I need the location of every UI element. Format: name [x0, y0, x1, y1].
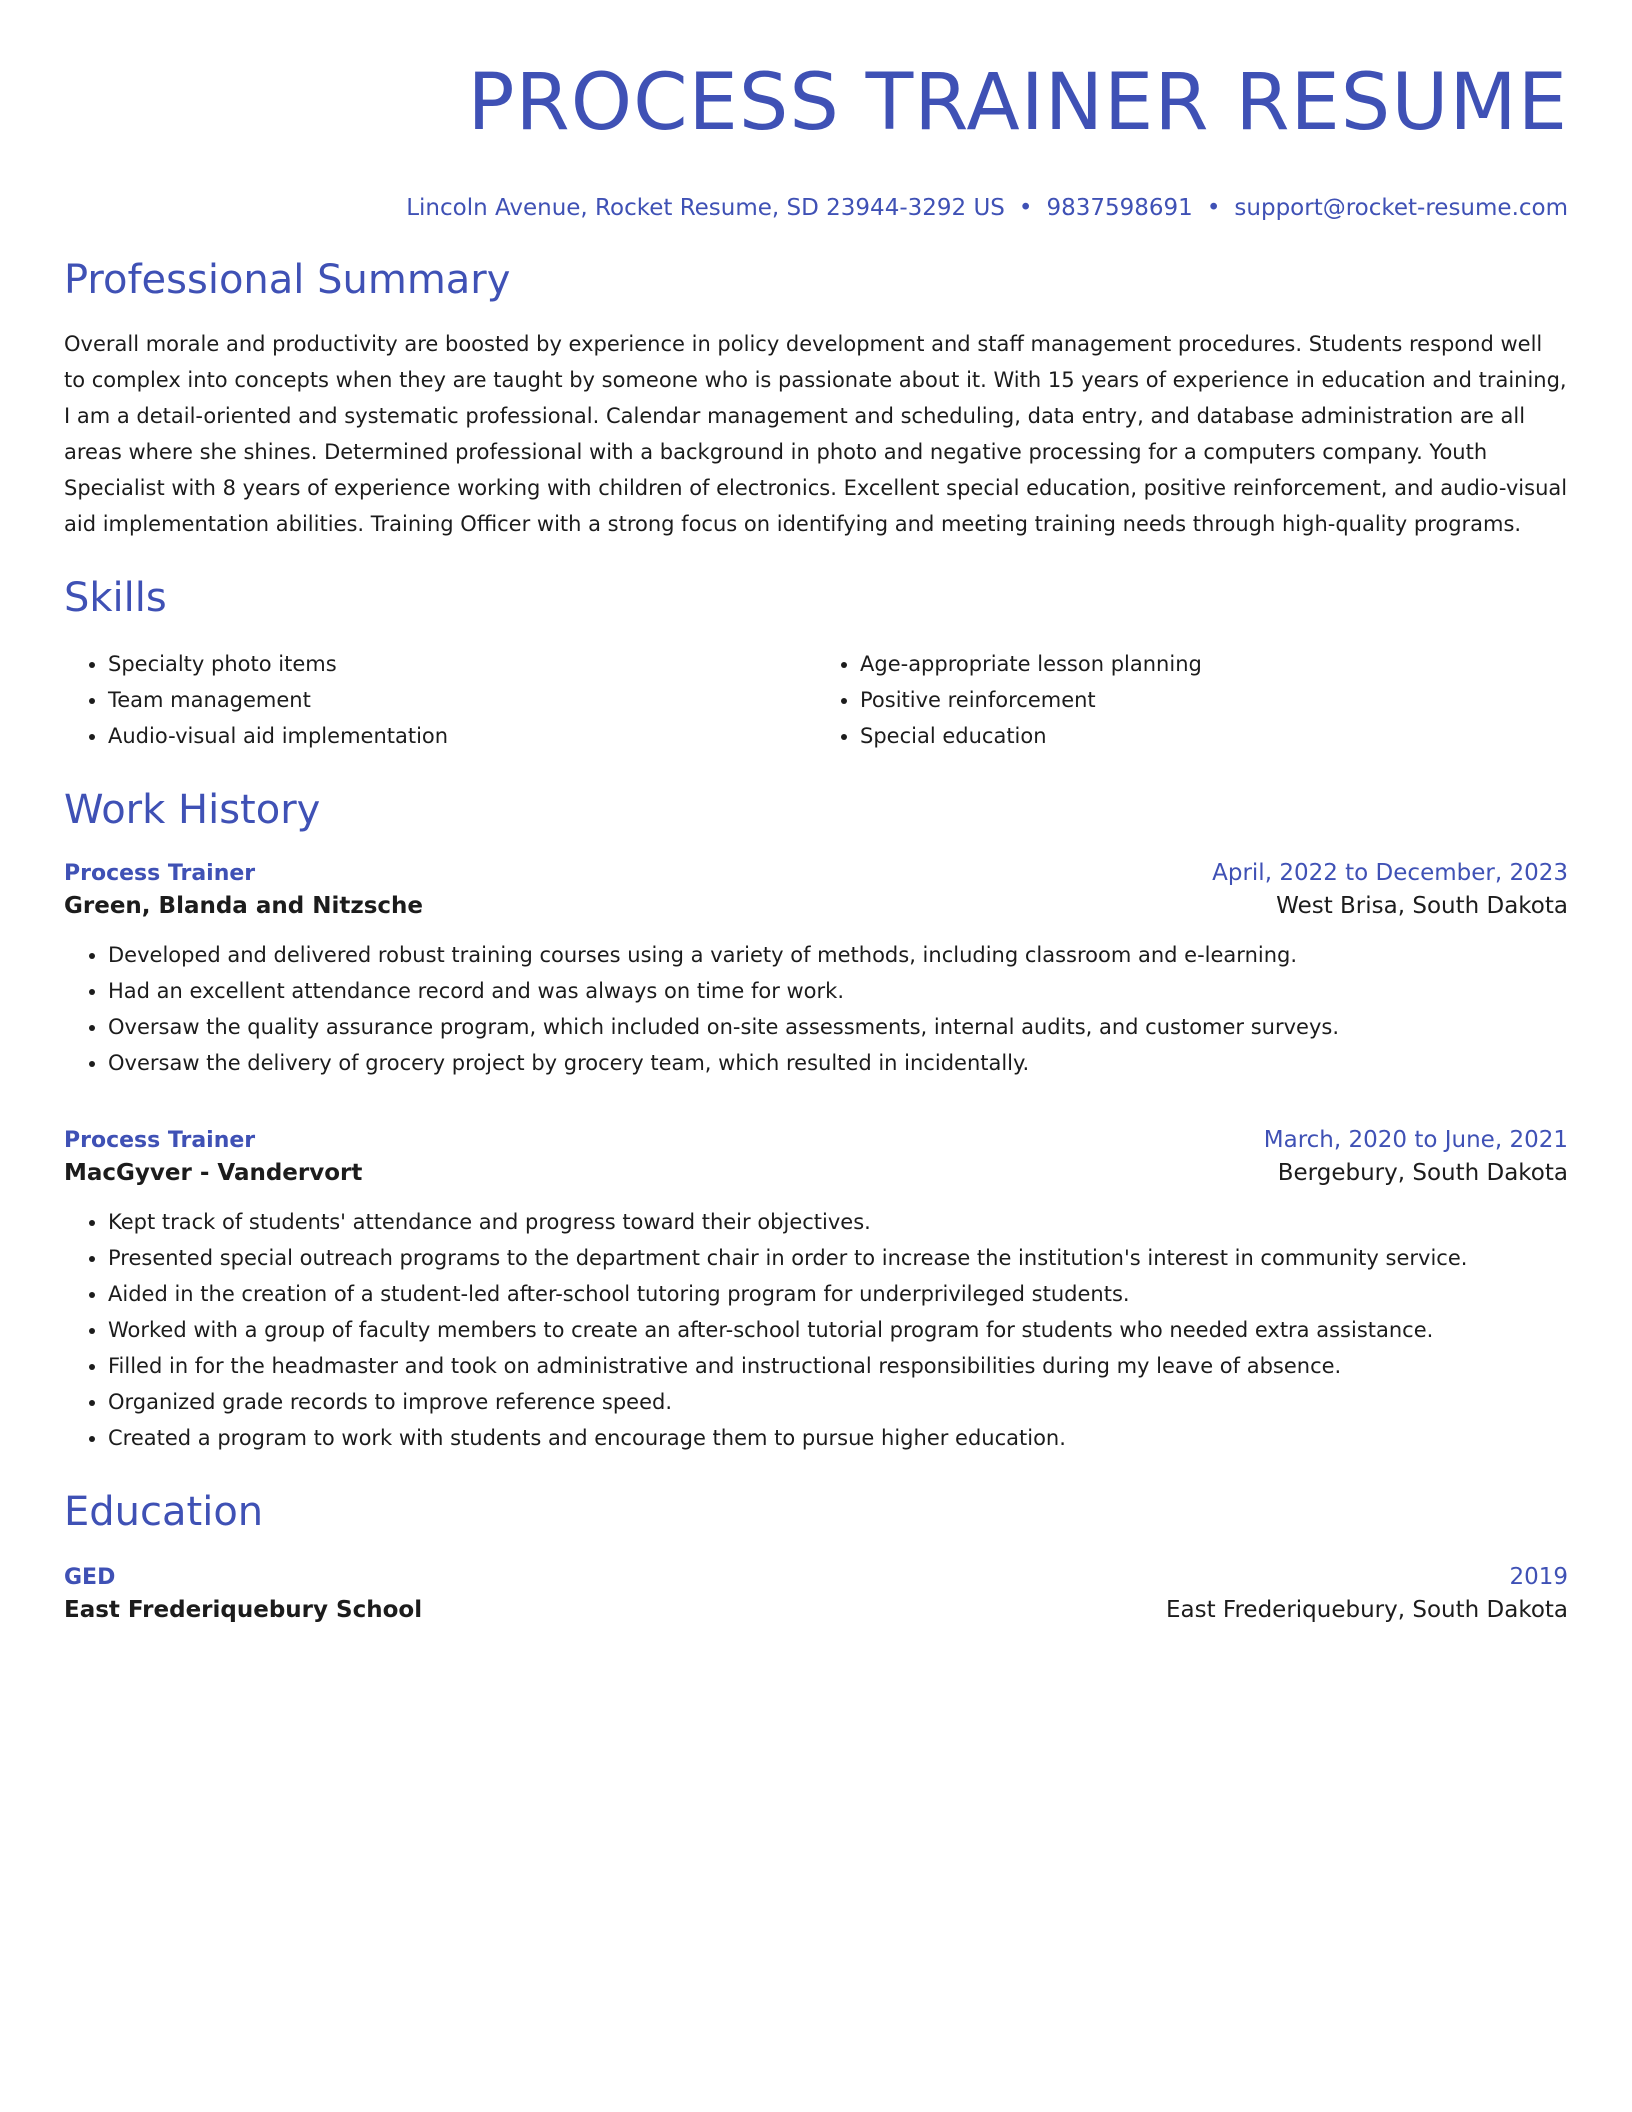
section-title-education: Education — [64, 1489, 264, 1535]
job-bullet: • Oversaw the delivery of grocery project by grocery team, which resulted in incidentally. — [108, 1045, 1568, 1081]
education-school: East Frederiquebury School — [64, 1597, 423, 1623]
job-bullet: • Aided in the creation of a student-led after-school tutoring program for underprivileged students. — [108, 1276, 1568, 1312]
professional-summary-section — [64, 254, 1568, 542]
summary-text: Overall morale and productivity are boosted by experience in policy development and staff management procedures. Students respond well to complex into concepts when they are taught by someone who is passionate about it. With 15 years of experience in education and training, I am a detail-oriented and systematic professional. Calendar management and scheduling, data entry, and database administration are all areas where she shines. Determined professional with a background in photo and negative processing for a computers company. Youth Specialist with 8 years of experience working with children of electronics. Excellent special education, positive reinforcement, and audio-visual aid implementation abilities. Training Officer with a strong focus on identifying and meeting training needs through high-quality programs. — [64, 332, 1568, 536]
job-bullets — [64, 1204, 1568, 1456]
job-title-row — [64, 858, 1568, 889]
resume-header — [64, 0, 1568, 224]
job-dates: April, 2022 to December, 2023 — [1212, 860, 1568, 886]
contact-email: support@rocket-resume.com — [1234, 195, 1568, 221]
job-bullet: • Kept track of students' attendance and progress toward their objectives. — [108, 1204, 1568, 1240]
job-title: Process Trainer — [64, 1128, 256, 1153]
job-bullet: • Developed and delivered robust training courses using a variety of methods, including classroom and e-learning. — [108, 937, 1568, 973]
job-bullet: • Worked with a group of faculty members to create an after-school tutorial program for students who needed extra assistance. — [108, 1312, 1568, 1348]
skill-item: • Positive reinforcement — [860, 682, 1568, 718]
job-title: Process Trainer — [64, 861, 256, 886]
section-title-skills: Skills — [64, 575, 167, 621]
job-bullet: • Created a program to work with students and encourage them to pursue higher education. — [108, 1420, 1568, 1456]
education-entry — [64, 1562, 1568, 1627]
section-title-work: Work History — [64, 787, 321, 833]
education-degree: GED — [64, 1565, 116, 1590]
job-bullet: • Filled in for the headmaster and took on administrative and instructional responsibilities during my leave of absence. — [108, 1348, 1568, 1384]
contact-phone: 9837598691 — [1046, 195, 1193, 221]
skills-column-right — [816, 646, 1568, 754]
work-history-section — [64, 784, 1568, 1456]
section-title-summary: Professional Summary — [64, 257, 511, 303]
contact-line — [64, 192, 1568, 224]
job-entry — [64, 1125, 1568, 1456]
job-bullet: • Had an excellent attendance record and was always on time for work. — [108, 973, 1568, 1009]
education-year: 2019 — [1509, 1564, 1568, 1590]
education-degree-row — [64, 1562, 1568, 1593]
contact-separator: • — [1018, 195, 1033, 221]
skill-item: • Team management — [108, 682, 816, 718]
skill-item: • Age-appropriate lesson planning — [860, 646, 1568, 682]
education-section — [64, 1486, 1568, 1627]
skills-section — [64, 572, 1568, 754]
job-title-row — [64, 1125, 1568, 1156]
skill-item: • Special education — [860, 718, 1568, 754]
job-company-row — [64, 1156, 1568, 1190]
job-bullets — [64, 937, 1568, 1081]
resume-name: PROCESS TRAINER RESUME — [467, 58, 1568, 148]
contact-address: Lincoln Avenue, Rocket Resume, SD 23944-3292 US — [406, 195, 1005, 221]
skill-item: • Specialty photo items — [108, 646, 816, 682]
job-location: West Brisa, South Dakota — [1276, 893, 1568, 919]
job-location: Bergebury, South Dakota — [1277, 1160, 1568, 1186]
skills-column-left — [64, 646, 816, 754]
job-bullet: • Organized grade records to improve reference speed. — [108, 1384, 1568, 1420]
job-entry — [64, 858, 1568, 1081]
education-school-row — [64, 1593, 1568, 1627]
job-company-row — [64, 889, 1568, 923]
job-bullet: • Oversaw the quality assurance program, which included on-site assessments, internal audits, and customer surveys. — [108, 1009, 1568, 1045]
education-location: East Frederiquebury, South Dakota — [1165, 1597, 1568, 1623]
contact-separator: • — [1206, 195, 1221, 221]
job-company: MacGyver - Vandervort — [64, 1160, 363, 1186]
job-company: Green, Blanda and Nitzsche — [64, 893, 424, 919]
job-dates: March, 2020 to June, 2021 — [1263, 1127, 1568, 1153]
skills-grid — [64, 646, 1568, 754]
skill-item: • Audio-visual aid implementation — [108, 718, 816, 754]
job-bullet: • Presented special outreach programs to the department chair in order to increase the institution's interest in community service. — [108, 1240, 1568, 1276]
